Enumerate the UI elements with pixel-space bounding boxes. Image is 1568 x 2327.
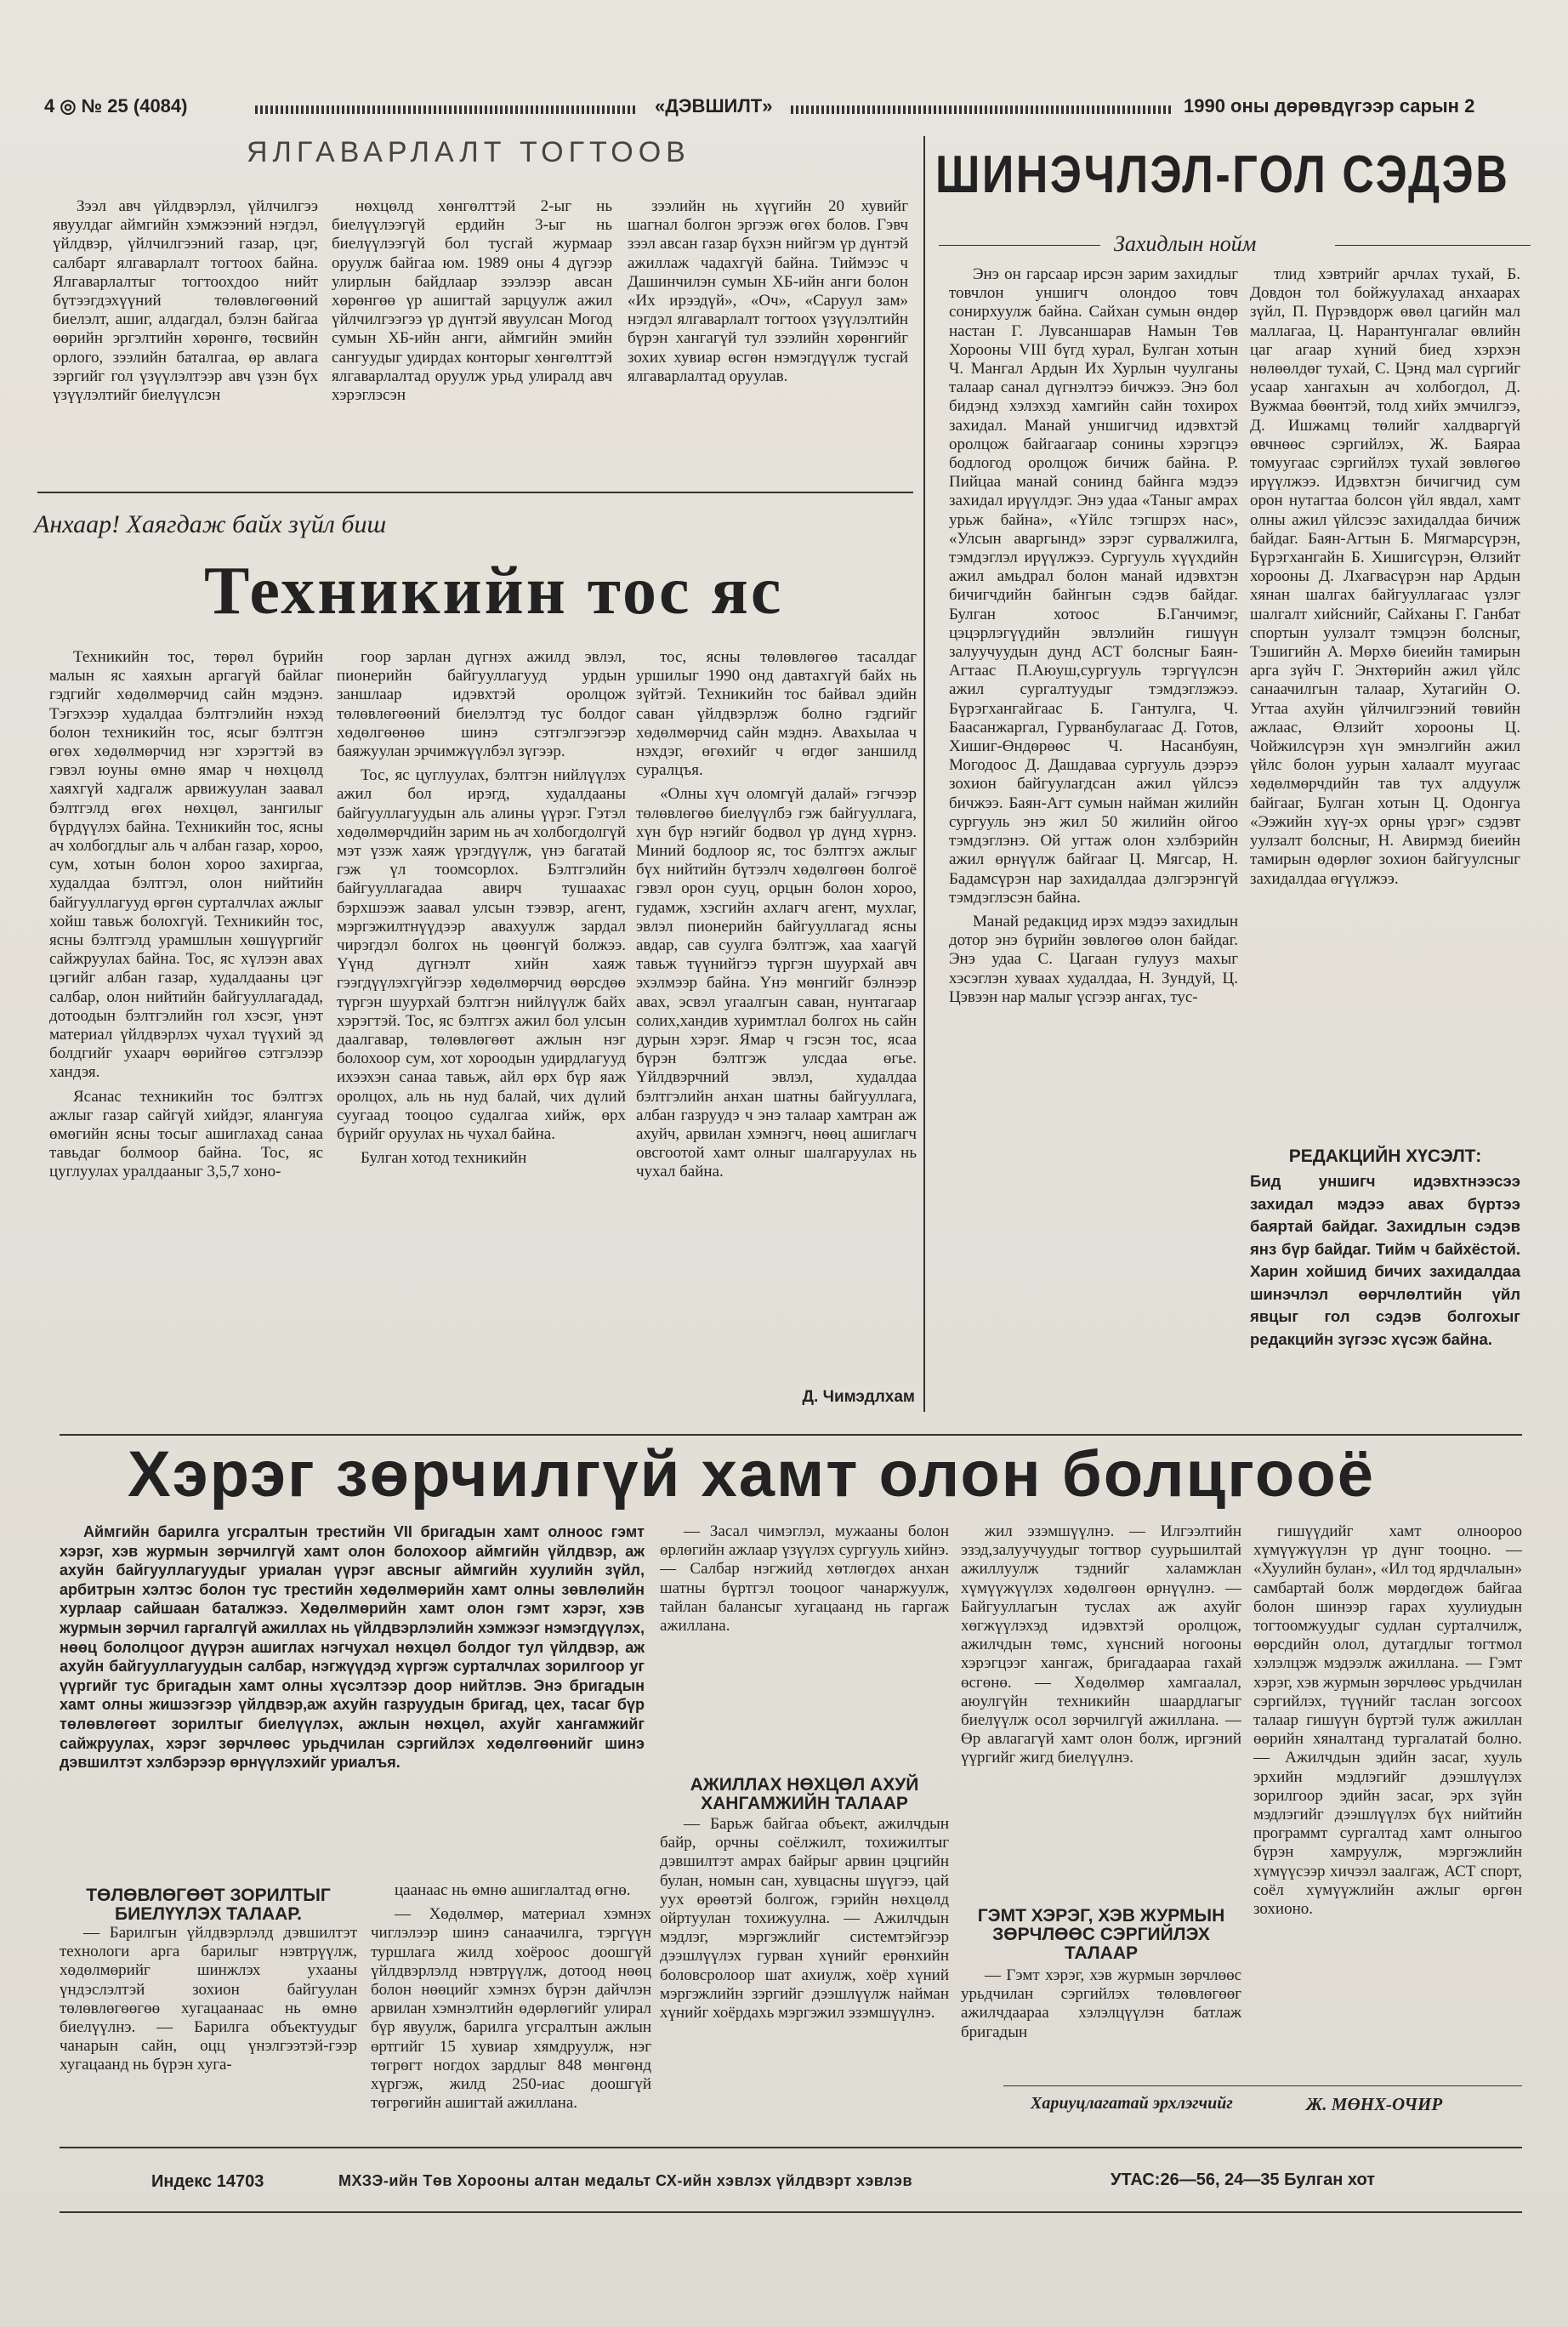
- article4-subhead-crime: ГЭМТ ХЭРЭГ, ХЭВ ЖУРМЫН ЗӨРЧЛӨӨС СЭРГИЙЛЭХ ТАЛААР: [977, 1906, 1225, 1963]
- article2-col2-p1: гоор зарлан дүгнэх ажилд эвлэл, пионерийн байгууллагууд урдын заншлаар идэвхтэй оролцож төлөвлөгөөний биелэлтэд тус болдог хөдөлгөөнөө шинэ сэтгэлгээгээр баяжуулан эрчимжүүлбэл зүгээр.: [337, 648, 626, 761]
- article2-col3-p2: «Олны хүч оломгүй далай» гэгчээр төлөвлөгөө биелүүлбэ гэж байгууллага, хүн бүр нэгийг бодвол үр дүнд хүрнэ. Миний бодлоор яс, тос бэлтгэх ажлыг бүх нийтийн бүтээлч хөдөлгөөн болгоё гэвэл орон сууц, орцын болон хороо, гудамж, хэсгийн ахлагч агент, мухлаг, эвлэл пионерийн байгууллагад ясны авдар, сав суулга бэлтгэж, хаа хаагүй тавьж түүнийгээ түргэн шуурхай авч эхэлмээр байна. Үнэ мөнгийг бэлнээр авах, эсвэл угаалгын саван, нунтагаар солих,хандив хуримтлал болгох нь сайн дурын хэрэг. Ямар ч гэсэн тос, ясаа бүрэн бэлтгэж улсдаа өгье. Үйлдвэрчний эвлэл, худалдаа бэлтгэлийн анхан шатны байгууллага, албан газруудэ ч энэ талаар хамтран аж ахуйч, арвилан хэмнэгч, нөөц ашиглагч овсгоотой хамт олныг шалгаруулах нь чухал байна.: [636, 785, 917, 1181]
- article1-col3-text: зээлийн нь хүүгийн 20 хувийг шагнал болгон эргээж өгөх болов. Гэвч зээл авсан газар бүхэн нийгэм үр дүнтэй ажиллаж чадахгүй байна. Тиймээс ч Дашинчилэн сумын ХБ-ийн анги болон «Их ирээдүй», «Оч», «Саруул зам» нэгдэл ялгаварлалт тогтоох үзүүлэлтийн бүрэн хангагүй тул зээлийн хөрөнгийг зохих хувиар өсгөн нэмэгдүүлж тусгай ялгаварлалтад оруулав.: [628, 197, 908, 385]
- article3-col1: [949, 265, 1238, 1405]
- article1-title: ЯЛГАВАРЛАЛТ ТОГТООВ: [247, 136, 690, 168]
- editor-name: Ж. МӨНХ-ОЧИР: [1306, 2094, 1443, 2114]
- paper-name: «ДЭВШИЛТ»: [655, 95, 773, 117]
- article4-subhead-conditions: АЖИЛЛАХ НӨХЦӨЛ АХУЙ ХАНГАМЖИЙН ТАЛААР: [690, 1775, 919, 1813]
- article1-bottom-rule: [37, 492, 913, 493]
- article3-col2-p1: тлид хэвтрийг арчлах тухай, Б. Довдон тол бойжуулахад анхаарах зүйл, П. Пүрэвдорж өвөл цагийн мал маллагаа, Ц. Нарантунгалаг өвлийн цаг агаар хүний биед хэрхэн нөлөөлдөг тухай, С. Цэнд мал сүргийг усаар хангахын ач холбогдол, Д. Вужмаа бөөнтэй, толд хийх эмчилгээ, Д. Ишжамц төлийг халдваргүй өвчнөөс сэргийлэх, Ж. Баяраа томуугаас сэргийлэх тухай зөвлөгөө ирүүлжээ. Идэвхтэн бичигчид сум орон нутагтаа болсон үйл явдал, хамт олны ажил үйлсээс захидалдаа бичиж байдаг. Баян-Агтын Б. Мягмарсүрэн, Бүрэгхангайн Б. Хишигсүрэн, Өлзийт хорооны Д. Лхагвасүрэн нар Ардын хянан шалгах байгууллагаас үзлэг шалгалт хийснийг, Сайханы Г. Ганбат спортын уулзалт тэмцээн болсныг, Тэшигийн А. Мөрхө биеийн тамирын арга зүйч Г. Энхтөрийн ажил үйлс санаачилгын талаар, Хутагийн О. Угтаа ахуйн үйлчилгээний төвийн ажлаас, Өлзийт хорооны Ц. Чойжилсүрэн хүн эмнэлгийн ажил үйлс болон уурын халаалт муугаас хөдөлмөрчдийн тав тух алдуулж байгааг, Булган хотын Ц. Одонгуа «Ээжийн хүү-эх орны үрэг» сэдэвт уулзалт болсныг, Н. Авирмэд биеийн тамирын өдөрлөг зохион байгуулсныг захидалдаа өгүүлжээ.: [1250, 265, 1520, 888]
- article2-col1: [49, 648, 323, 1422]
- article3-col1-p1: Энэ он гарсаар ирсэн зарим захидлыг товчлон уншигч олондоо товч сонирхуулж байна. Сайхан сумын өндөр настан Г. Лувсаншарав Намын Төв Хорооны VIII бүгд хурал, Булган хотын Ч. Мангал Ардын Их Хурлын чуулганы талаар санал дүгнэлтээ бичжээ. Энэ бол бидэнд хэлэхэд хамгийн сайн тохирох захидал. Манай уншигчид идэвхтэй оролцож байгаагаар сонины хэрэгцээ бодлогод оролцож бичиж байна. Р. Пийцаа манай сонинд байнга мэдээ захидал ирүүлдэг. Энэ удаа «Таныг амрах урьж байна», «Үйлс тэгшрэх нас», «Улсын аваргынд» зэрэг сурвалжилга, тэмдэглэл ирүүлжээ. Сургууль хүүхдийн ажил амьдрал болон манай идэвхтэн бичигчдийн байнгын сэдэв байдаг. Булган хотоос Б.Ганчимэг, цэцэрлэгүүдийн эвлэлийн гишүүн залуучуудын дунд АСТ болсныг Баян-Агтаас П.Аюуш,сургууль тэргүүлсэн ажил сургалтуудыг тэмдэглэжээ. Бүрэгхангайгаас Б. Гантулга, Ч. Баасанжаргал, Гурванбулагаас Д. Готов, Хишиг-Өндөрөөс Ч. Насанбуян, Могодоос Д. Дашдаваа сургууль дээрээ зохион байгуулагдсан ажил үйлсээ бичжээ. Баян-Агт сумын найман жилийн сургууль энэ жил 50 жилийн ойгоо тэмдэглэнэ. Ой угтаж олон хэлбэрийн ажил өрнүүлж байгааг Ц. Мягсар, Н. Бадамсүрэн нар захидалдаа дэлгэрэнгүй тэмдэглэсэн байна.: [949, 265, 1238, 907]
- article4-col2-p4: — Барьж байгаа объект, ажилчдын байр, орчны соёлжилт, тохижилтыг дэвшилтэт амрах байрыг арвин цэцгийн булан, номын сан, хувцасны шүүгээ, цай уух өрөөтэй болгож, гэрийн нөхцөлд ойртуулан тохижуулна. — Ажилчдын мэдлэг, мэргэжлийг системтэйгээр дээшлүүлэх гурван хүнийг ерөнхийн боловсролоор шат ахиулж, хоёр хүний мэргэжлийн зэргийг дээшлүүлж найман хүнийг хоёрдахь мэргэжил эзэмшүүлнэ.: [660, 1815, 949, 2023]
- subtitle-rule-right: [1335, 245, 1531, 246]
- article2-col3-p1: тос, ясны төлөвлөгөө тасалдаг уршилыг 1990 онд давтахгүй байх нь зүйтэй. Техникийн тос байвал эдийн саван үйлдвэрлэж болно гэдгийг хөдөлмөрчид сайн мэднэ. Авахылаа ч нэхдэг, өгөхийг ч өгдөг заншилд суралцъя.: [636, 648, 917, 780]
- article3-col2: [1250, 265, 1520, 1141]
- editor-rule: [1003, 2085, 1522, 2086]
- article4-col2-lower: [371, 1881, 651, 2136]
- article4-col4-text: гишүүдийг хамт олноороо хүмүүжүүлэн үр дүнг тооцно. — «Хуулийн булан», «Ил тод ярдчлалын» самбартай болж мөрдөгдөж байгаа болон шинээр гарах хуулиудын тогтоомжуудыг судлан сурталчилж, өөрсдийн олол, дутагдлыг тогтмол хэлэлцэж мэдээлж ажиллана. — Гэмт хэрэг, хэв журмын зөрчлөөс урьдчилан сэргийлэх, түүнийг таслан зогсоох талаар гишүүн бүртэй тулж ажиллан өөрийн хяналтанд тургалатай болно. — Ажилчдын эдийн засаг, хууль эрхийн мэдлэгийг дээшлүүлэх зорилгоор эдийн засаг, эрх зүйн мэдлэгийг дээшлүүлэх бүх нийтийн программт сургалтад хамт олныгоо бүрэн хамруулж, мэргэжлийн хүмүүсээр хичээл заалгаж, АСТ спорт, соёл хүмүүжлийн ажлыг өргөн зохионо.: [1253, 1522, 1522, 1919]
- article2-col3: [636, 648, 917, 1392]
- article2-kicker: Анхаар! Хаягдаж байх зүйл биш: [34, 510, 387, 538]
- masthead-rule-right: [791, 105, 1173, 114]
- article4-lead: [60, 1522, 645, 1880]
- article4-col4: [1253, 1522, 1522, 2118]
- article2-col1-p2: Ясанас техникийн тос бэлтгэх ажлыг газар сайгүй хийдэг, ялангуяа өмөгийн ясны тосыг ашиглахад санаа тавьдаг болмоор байна. Тос, яс цуглуулах уралдааныг 3,5,7 хоно-: [49, 1087, 323, 1181]
- article1-col2-text: нөхцөлд хөнгөлттэй 2-ыг нь биелүүлээгүй ердийн 3-ыг нь биелүүлээгүй бол тусгай журмаар оруулж байгаа юм. 1989 оны 4 дүгээр улирлын байдлаар зээлээр авсан хөрөнгөө үр ашигтай зарцуулж ажил үйлчилгээгээ үр дүнтэй явуулсан Могод сумын ХБ-ийн анги, аймгийн эмийн сангуудыг удирдах конторыг хөнгөлттэй ялгаварлалтад оруулж урьд улиралд авч хэрэглэсэн: [332, 197, 612, 405]
- article4-subhead-plan: ТӨЛӨВЛӨГӨӨТ ЗОРИЛТЫГ БИЕЛҮҮЛЭХ ТАЛААР.: [86, 1886, 331, 1924]
- footer-bottom-rule: [60, 2211, 1522, 2213]
- page-issue-number: 4 ◎ № 25 (4084): [44, 95, 188, 117]
- index-number: Индекс 14703: [151, 2172, 264, 2191]
- editorial-box: [1250, 1146, 1520, 1351]
- printer-line: МХЗЭ-ийн Төв Хорооны алтан медальт СХ-ийн хэвлэх үйлдвэрт хэвлэв: [338, 2172, 913, 2189]
- article4-col3: [961, 1522, 1241, 1897]
- article2-title: Техникийн тос яс: [204, 554, 784, 629]
- article2-col1-p1: Техникийн тос, төрөл бүрийн малын яс хаяхын аргагүй байлаг гэдгийг хөдөлмөрчид сайн мэдэнэ. Тэгэхээр худалдаа бэлтгэлийн нэхэд болон техникийн тос, ясыг бэлтгэн өгөх хөдөлмөрчид нэг хэрэгтэй вэ гэвэл юуны өмнө ямар ч нөхцөлд хаяхгүй хадгалж арвижуулан заавал бэлтгэлд өгөх нөхцөл, зангилыг бүрдүүлэх байна. Техникийн тос, ясны ач холбогдлыг аль ч албан газар, хороо, сум, хотын болон хороо захиргаа, худалдаа бэлтгэл, олон нийтийн байгууллагууд өргөн сурталчлах ажлыг хойш тавьж болохгүй. Техникийн тос, ясны бэлтгэлд урамшлын хөшүүргийг сайжруулах байна. Тос, яс хүлээн авах цэгийг албан газар, худалдааны цэг салбар, олон нийтийн байгууллагадад, дотоодын бэлтгэлийн гол хэсэг, үнэт материал үйлдвэрлэх чухал түүхий эд болдгийг ухаарч өөрийгөө сэтгэлээр хандэя.: [49, 648, 323, 1082]
- article3-subtitle: Захидлын нойм: [1114, 231, 1257, 256]
- phone-line: УТАС:26—56, 24—35 Булган хот: [1111, 2171, 1376, 2189]
- article1-col1: [53, 197, 318, 486]
- article4-col1-text: — Барилгын үйлдвэрлэлд дэвшилтэт технологи арга барилыг нэвтрүүлж, хөдөлмөрийг шинжлэх ухааны үндэслэлтэй зохион байгуулан төлөвлөгөөгөө хугацаанаас нь өмнө биелүүлнэ. — Барилга объектуудыг чанарын сайн, оцц үнэлгээтэй-гээр хугацаанд нь бүрэн хуга-: [60, 1924, 357, 2074]
- article4-col2-p2: — Хөдөлмөр, материал хэмнэх чиглэлээр шинэ санаачилга, тэргүүн туршлага жилд хоёроос доошгүй үйлдвэрлэлд нэвтрүүлж, дотоод нөөц болон нөөцийг хэмнэх бүрэн дайчлэн арвилан хэмнэлтийн өдөрлөгийг улирал бүр явуулж, барилга угсралтын ажлын өртгийг 15 хувиар хямдруулж, нэг төгрөгт ногдох зардлыг 848 мөнгөнд хүргэж, жилд 250-иас доошгүй төгрөгийн ашигтай ажиллана.: [371, 1905, 651, 2113]
- column-divider: [923, 136, 925, 1412]
- article4-col2-p1: цаанаас нь өмнө ашиглалтад өгнө.: [395, 1881, 631, 1899]
- article2-col2-p2: Тос, яс цуглуулах, бэлтгэн нийлүүлэх ажил бол ирэгд, худалдааны байгууллагуудын аль алины үүрэг. Гэтэл хөдөлмөрчдийн зарим нь ач холбогдолгүй мэт үзэж хаяж үрэгдүүлж, үнэ багатай гэж үл тоомсорлох. Бэлтгэлийн байгууллагадаа авирч тушаахас бэрхшээж заавал улсын тээвэр, агент, мэргэжилтнүүдээр авахуулж зардал чирэгдэл болгох нь цөөнгүй болжээ. Үүнд дүгнэлт хийн хаяж гээгдүүлэхгүйгээр хөдөлмөрчид өөрсдөө түргэн шуурхай бэлтгэн нийлүүлж байх хэрэгтэй. Тос, яс бэлтгэх ажил бол улсын даалгавар, төлөвлөгөөт ажлын нэг болохоор сум, хот хороодын удирдлагууд ихээхэн санаа тавьж, айл өрх бүр яаж оролцох, аль нь нуд балай, чих дүлий суугаад тооцоо судалгаа хийж, өрх бүрийг оруулах нь чухал байна.: [337, 766, 626, 1144]
- article4-lead-text: Аймгийн барилга угсралтын трестийн VII бригадын хамт олноос гэмт хэрэг, хэв журмын зөрчилгүй хамт олон болохоор аймгийн үйлдвэр, аж ахуйн байгууллагуудыг уриалан үүрэг авсныг аймгийн хуулийн зүйл, арбитрын хэлтэс болон тус трестийн хөдөлмөрийн хамт олны зөвлөлийн хурлаар сайшаан баталжээ. Хөдөлмөрийн хамт олон гэмт хэрэг, хэв журмын зөрчил гаргалгүй ажиллах нь үйлдвэрлэлийн хэмжээг нэмэгдүүлэх, нөөц бололцоог дүүрэн ашиглах нэгчухал нөхцөл болдог тул үйлдвэр, аж ахуйн байгууллагуудын салбар, нэгжүүдэд хүргэж сурталчлах зорилгоор уг үүргийг тус бригадын хамт олны хүсэлтээр доор нийтлэв. Энэ бригадын хамт олны жишээгээр үйлдвэр,аж ахуйн газруудын бригад, цех, тасаг бүр төлөвлөгөөт зорилтыг биелүүлэх, ажлын нөхцөл, ахуйг хангамжийг сайжруулах, хэрэг зөрчлөөс урьдчилан сэргийлэх хөдөлгөөнийг шинэ дэвшилтэт хэлбэрээр өрнүүлэхийг уриалъя.: [60, 1523, 645, 1772]
- subtitle-rule-left: [939, 245, 1100, 246]
- editorial-text: Бид уншигч идэвхтнээсээ захидал мэдээ авах бүртээ баяртай байдаг. Захидлын сэдэв янз бүр байдаг. Тийм ч байхёстой. Харин хойшид бичих захидалдаа шинэчлэл өөрчлөлтийн үйл явцыг гол сэдэв болгохыг редакцийн зүгээс хүсэж байна.: [1250, 1172, 1520, 1348]
- article4-title: Хэрэг зөрчилгүй хамт олон болцгооё: [128, 1438, 1376, 1511]
- editorial-heading: РЕДАКЦИЙН ХҮСЭЛТ:: [1288, 1146, 1482, 1166]
- article4-col1: [60, 1924, 357, 2135]
- article1-col1-text: Зээл авч үйлдвэрлэл, үйлчилгээ явуулдаг аймгийн хэмжээний нэгдэл, үйлдвэр, үйлчилгээний газар, цэг, салбарт ялгаварлалт тогтоох байна. Ялгаварлалтыг тогтоохдоо нийт бүтээгдэхүүний төлөвлөгөөний биелэлт, ашиг, алдагдал, бэлэн байгаа өөрийн эргэлтийн хөрөнгө, төсвийн орлого, зээлийн баталгаа, өр авлага зэргийг гол үзүүлэлтээр авч үзэн бүх үзүүлэлтийг биелүүлсэн: [53, 197, 318, 405]
- article4-col2-bottom: [660, 1815, 949, 2136]
- footer-top-rule: [60, 2147, 1522, 2148]
- article4-col3-text: жил эзэмшүүлнэ. — Илгээлтийн эзэд,залуучуудыг тогтвор суурьшилтай ажиллуулж тэднийг халамжлан хүмүүжүүлэх хөдөлгөөн өрнүүлнэ. — Байгууллагын туслах аж ахуйг хөгжүүлэхэд идэвхтэй оролцож, ажилчдын төмс, хүнсний ногооны хэрэгцээг хангаж, бригадаараа гахай өсгөнө. — Хөдөлмөр хамгаалал, аюулгүйн техникийн шаардлагыг биелүүлж осол зөрчилгүй ажиллана. — Өр авлагагүй хамт олон болж, иргэний үүргийг жигд биелүүлнэ.: [961, 1522, 1241, 1767]
- article4-col3-bottom-text: — Гэмт хэрэг, хэв журмын зөрчлөөс урьдчилан сэргийлэх төлөвлөгөөг ажилчдаараа хэлэлцүүлэн батлаж бригадын: [961, 1966, 1241, 2041]
- article4-col2-upper: [660, 1522, 949, 1778]
- issue-date: 1990 оны дөрөвдүгээр сарын 2: [1184, 95, 1475, 117]
- article2-col2-p3: Булган хотод техникийн: [361, 1149, 527, 1168]
- article3-title: ШИНЭЧЛЭЛ-ГОЛ СЭДЭВ: [935, 145, 1510, 204]
- article3-col1-p2: Манай редакцид ирэх мэдээ захидлын дотор энэ бүрийн зөвлөгөө олон байдаг. Энэ удаа С. Цагаан гулууз махыг хэсэглэн хуваах худалдаа, Н. Зундуй, Ц. Цэвээн нар малыг үсгээр ангах, тус-: [949, 912, 1238, 1006]
- article2-col2: [337, 648, 626, 1422]
- article1-col2: [332, 197, 612, 486]
- section-divider: [60, 1434, 1522, 1436]
- article1-col3: [628, 197, 908, 486]
- editor-label: Хариуцлагатай эрхлэгчийг: [1031, 2094, 1233, 2113]
- masthead-rule-left: [255, 105, 638, 114]
- article2-signature: Д. Чимэдлхам: [802, 1388, 915, 1406]
- article4-col2-p3: — Засал чимэглэл, мужааны болон өрлөгийн ажлаар үзүүлэх сургууль хийнэ. — Салбар нэгжийд хөтлөгдөх анхан шатны бүртгэл тооцоог чанаржуулж, тайлан балансыг хугацаанд нь гаргаж ажиллана.: [660, 1522, 949, 1636]
